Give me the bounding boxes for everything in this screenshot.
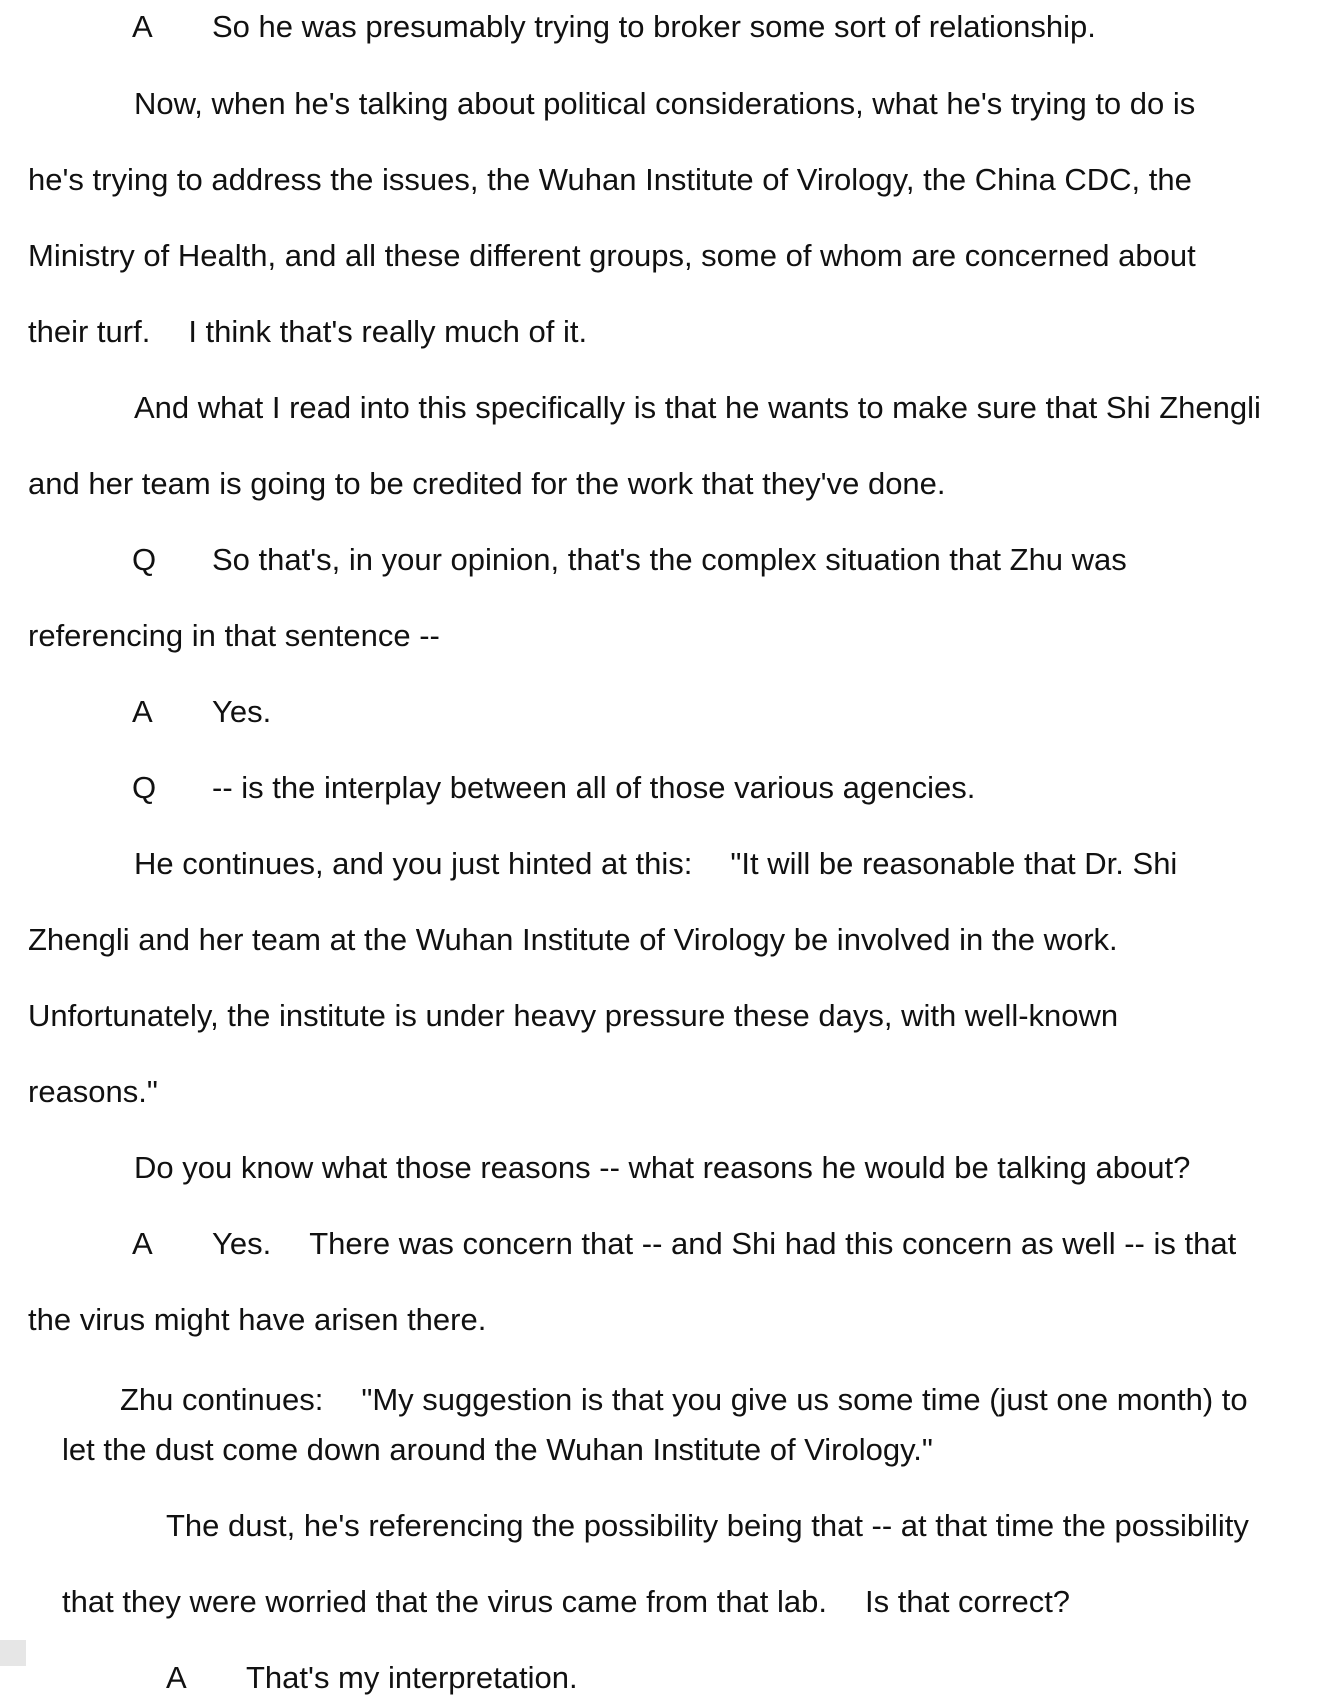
paragraph-line: And what I read into this specifically is that he wants to make sure that Shi Zhengli [134, 390, 1261, 425]
speaker-label: Q [132, 770, 157, 805]
quote: "My suggestion is that you give us some time (just one month) to [361, 1382, 1248, 1417]
question-text: So that's, in your opinion, that's the complex situation that Zhu was [212, 542, 1127, 577]
paragraph-line: and her team is going to be credited for the work that they've done. [28, 466, 946, 501]
speaker-label: A [132, 9, 153, 44]
quote: "It will be reasonable that Dr. Shi [730, 846, 1178, 881]
question-text: referencing in that sentence -- [28, 618, 440, 653]
speaker-label: A [132, 694, 153, 729]
sentence: Is that correct? [865, 1584, 1071, 1619]
sentence: He continues, and you just hinted at this: [134, 846, 693, 881]
sentence: their turf. [28, 314, 151, 349]
answer-text: So he was presumably trying to broker some sort of relationship. [212, 9, 1096, 44]
paragraph-line: Ministry of Health, and all these different groups, some of whom are concerned about [28, 238, 1196, 273]
speaker-label: A [132, 1226, 153, 1261]
margin-marker [0, 1640, 26, 1666]
paragraph-line: Zhengli and her team at the Wuhan Institute of Virology be involved in the work. [28, 922, 1118, 957]
sentence: Yes. [212, 1226, 272, 1261]
question-text: -- is the interplay between all of those various agencies. [212, 770, 976, 805]
sentence: that they were worried that the virus came from that lab. [62, 1584, 828, 1619]
sentence: I think that's really much of it. [188, 314, 588, 349]
paragraph-line: Now, when he's talking about political considerations, what he's trying to do is [134, 86, 1196, 121]
paragraph-line: let the dust come down around the Wuhan Institute of Virology." [62, 1432, 933, 1467]
answer-text: That's my interpretation. [246, 1660, 578, 1695]
paragraph-line [62, 1582, 1070, 1622]
paragraph-line: Do you know what those reasons -- what reasons he would be talking about? [134, 1150, 1191, 1185]
answer-text: the virus might have arisen there. [28, 1302, 487, 1337]
paragraph-line [28, 312, 587, 352]
sentence: There was concern that -- and Shi had this concern as well -- is that [309, 1226, 1237, 1261]
speaker-label: A [166, 1660, 187, 1695]
paragraph-line [120, 1380, 1248, 1420]
paragraph-line: The dust, he's referencing the possibility being that -- at that time the possibility [166, 1508, 1249, 1543]
paragraph-line: he's trying to address the issues, the Wuhan Institute of Virology, the China CDC, the [28, 162, 1192, 197]
sentence: Zhu continues: [120, 1382, 324, 1417]
speaker-label: Q [132, 542, 157, 577]
answer-text [212, 1224, 1236, 1264]
paragraph-line: reasons." [28, 1074, 158, 1109]
paragraph-line: Unfortunately, the institute is under heavy pressure these days, with well-known [28, 998, 1119, 1033]
paragraph-line [134, 844, 1177, 884]
answer-text: Yes. [212, 694, 272, 729]
